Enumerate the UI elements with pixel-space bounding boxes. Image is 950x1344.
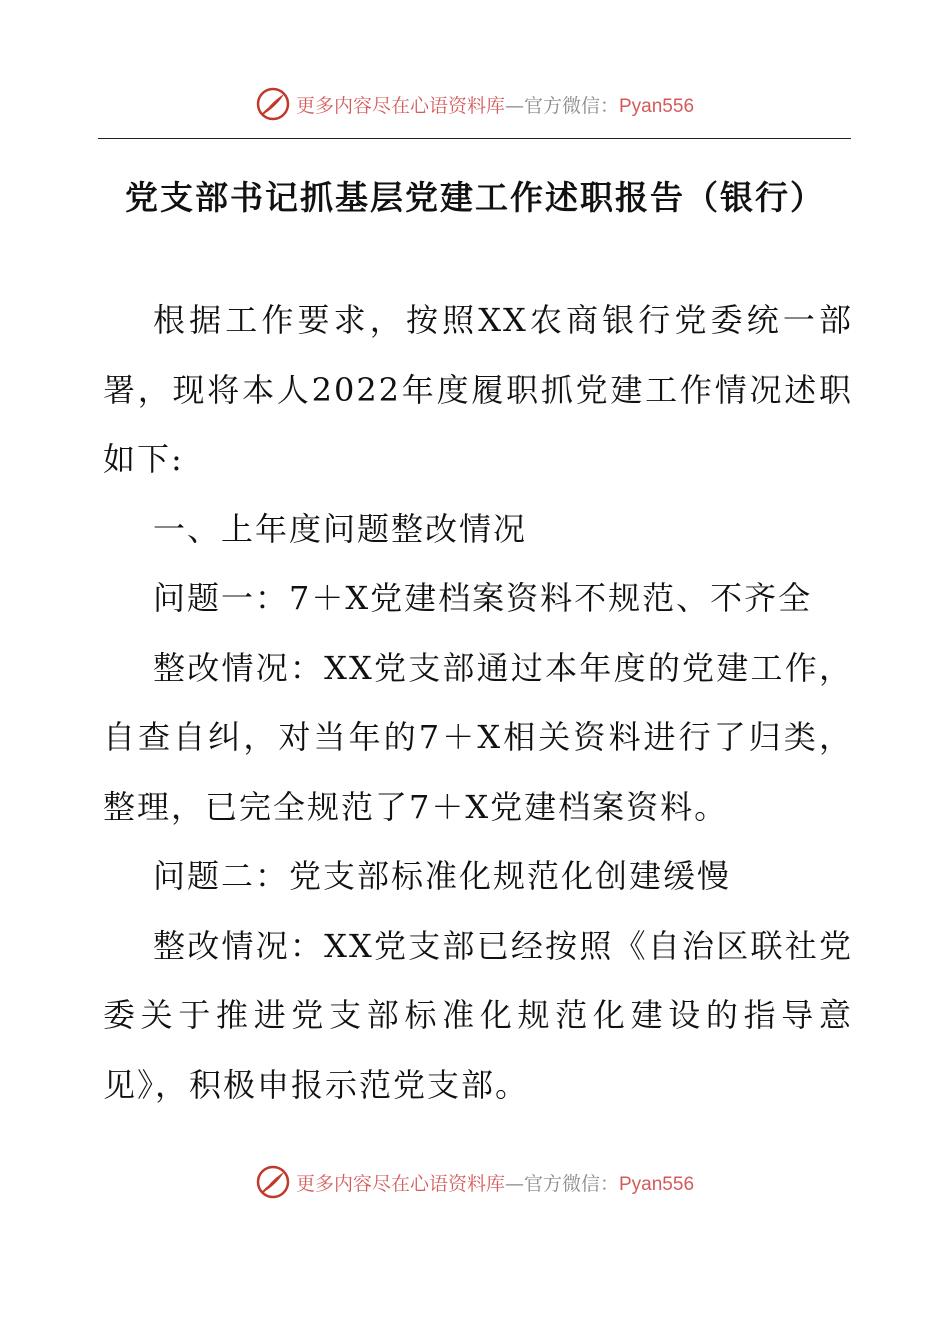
rectification-1: 整改情况：XX党支部通过本年度的党建工作，自查自纠，对当年的7＋X相关资料进行了归类，整理，已完全规范了7＋X党建档案资料。 [103, 648, 853, 826]
quill-logo-icon [256, 87, 290, 121]
footer-watermark [0, 1162, 950, 1202]
quill-logo-icon [256, 1165, 290, 1199]
issue-2: 问题二：党支部标准化规范化创建缓慢 [153, 857, 732, 895]
watermark-text: 更多内容尽在心语资料库 [295, 1172, 505, 1195]
issue-1: 问题一：7＋X党建档案资料不规范、不齐全 [153, 579, 813, 617]
watermark-wechat-id: Pyan556 [619, 95, 695, 117]
watermark-text: 更多内容尽在心语资料库 [295, 94, 505, 117]
watermark-dash: — [504, 1172, 524, 1195]
document-title: 党支部书记抓基层党建工作述职报告（银行） [125, 178, 825, 217]
rectification-2: 整改情况：XX党支部已经按照《自治区联社党委关于推进党支部标准化规范化建设的指导意见》，积极申报示范党支部。 [103, 926, 853, 1104]
paragraph-intro: 根据工作要求，按照XX农商银行党委统一部署，现将本人2022年度履职抓党建工作情况述职如下: [103, 301, 853, 478]
watermark-wechat-label: 官方微信： [523, 94, 619, 117]
watermark-dash: — [504, 94, 524, 117]
section-heading-1: 一、上年度问题整改情况 [153, 509, 528, 548]
document-body [103, 286, 853, 1120]
header-watermark [0, 84, 950, 124]
watermark-wechat-label: 官方微信： [523, 1172, 619, 1195]
watermark-wechat-id: Pyan556 [619, 1173, 695, 1195]
header-divider [98, 138, 851, 139]
